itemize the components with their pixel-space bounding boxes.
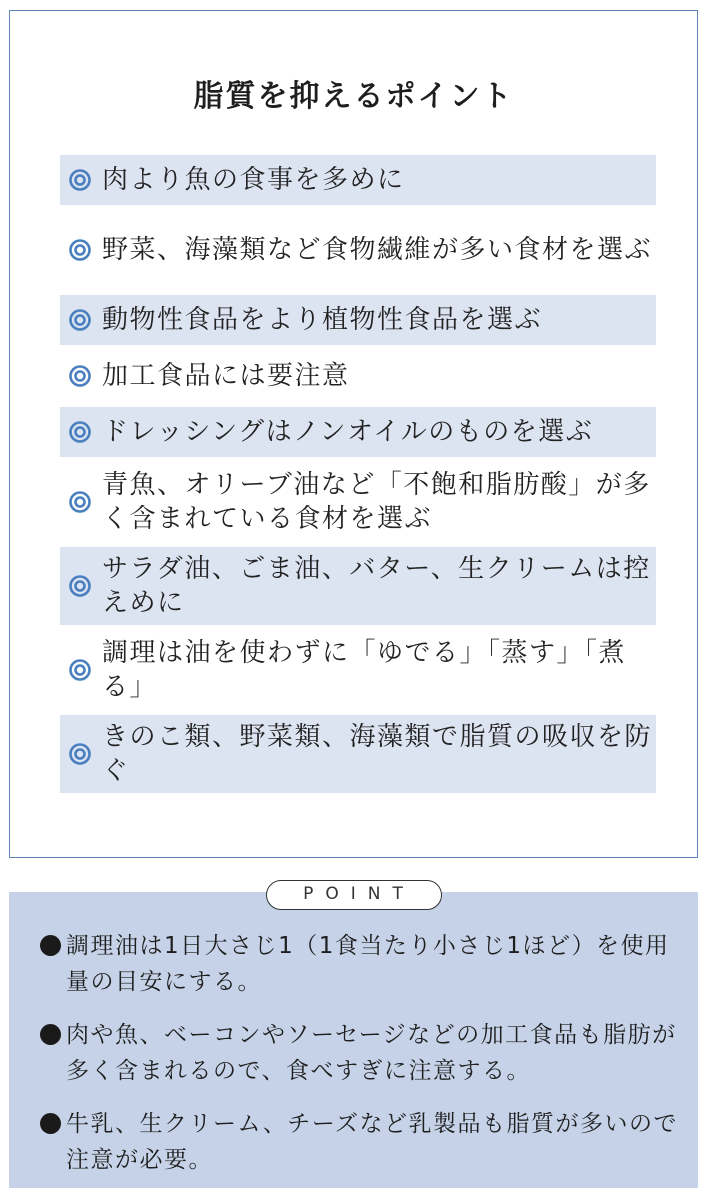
tip-text: 動物性食品をより植物性食品を選ぶ <box>102 305 543 335</box>
tip-text: サラダ油、ごま油、バター、生クリームは控えめに <box>102 554 651 618</box>
tip-text: ドレッシングはノンオイルのものを選ぶ <box>102 417 594 447</box>
double-circle-icon <box>68 742 102 766</box>
point-note <box>40 928 680 1000</box>
point-note <box>40 1106 680 1178</box>
page-title: 脂質を抑えるポイント <box>193 79 514 114</box>
double-circle-icon <box>68 238 102 262</box>
tip-text: 肉より魚の食事を多めに <box>102 165 405 195</box>
point-note-text: 調理油は1日大さじ1（1食当たり小さじ1ほど）を使用量の目安にする。 <box>66 933 670 995</box>
tip-text: 野菜、海藻類など食物繊維が多い食材を選ぶ <box>102 235 653 265</box>
filled-circle-icon <box>40 932 66 958</box>
double-circle-icon <box>68 490 102 514</box>
tips-box <box>9 10 698 858</box>
tip-text: 青魚、オリーブ油など「不飽和脂肪酸」が多く含まれている食材を選ぶ <box>102 470 651 534</box>
filled-circle-icon <box>40 1110 66 1136</box>
tip-item <box>60 547 656 625</box>
filled-circle-icon <box>40 1021 66 1047</box>
tip-item <box>60 295 656 345</box>
point-notes <box>40 928 680 1195</box>
tip-item <box>60 407 656 457</box>
double-circle-icon <box>68 364 102 388</box>
tip-text: 加工食品には要注意 <box>102 361 350 391</box>
tip-text: きのこ類、野菜類、海藻類で脂質の吸収を防ぐ <box>102 722 653 786</box>
tip-item <box>60 211 656 289</box>
tip-item <box>60 351 656 401</box>
double-circle-icon <box>68 420 102 444</box>
tip-item <box>60 631 656 709</box>
tip-item <box>60 463 656 541</box>
tip-item <box>60 715 656 793</box>
tips-list <box>60 155 656 799</box>
point-note-text: 肉や魚、ベーコンやソーセージなどの加工食品も脂肪が多く含まれるので、食べすぎに注意する。 <box>66 1022 677 1084</box>
point-note <box>40 1017 680 1089</box>
double-circle-icon <box>68 168 102 192</box>
point-note-text: 牛乳、生クリーム、チーズなど乳製品も脂質が多いので注意が必要。 <box>66 1111 679 1173</box>
double-circle-icon <box>68 574 102 598</box>
double-circle-icon <box>68 658 102 682</box>
double-circle-icon <box>68 308 102 332</box>
point-label: POINT <box>266 880 442 910</box>
tip-text: 調理は油を使わずに「ゆでる」「蒸す」「煮る」 <box>102 638 627 702</box>
tip-item <box>60 155 656 205</box>
